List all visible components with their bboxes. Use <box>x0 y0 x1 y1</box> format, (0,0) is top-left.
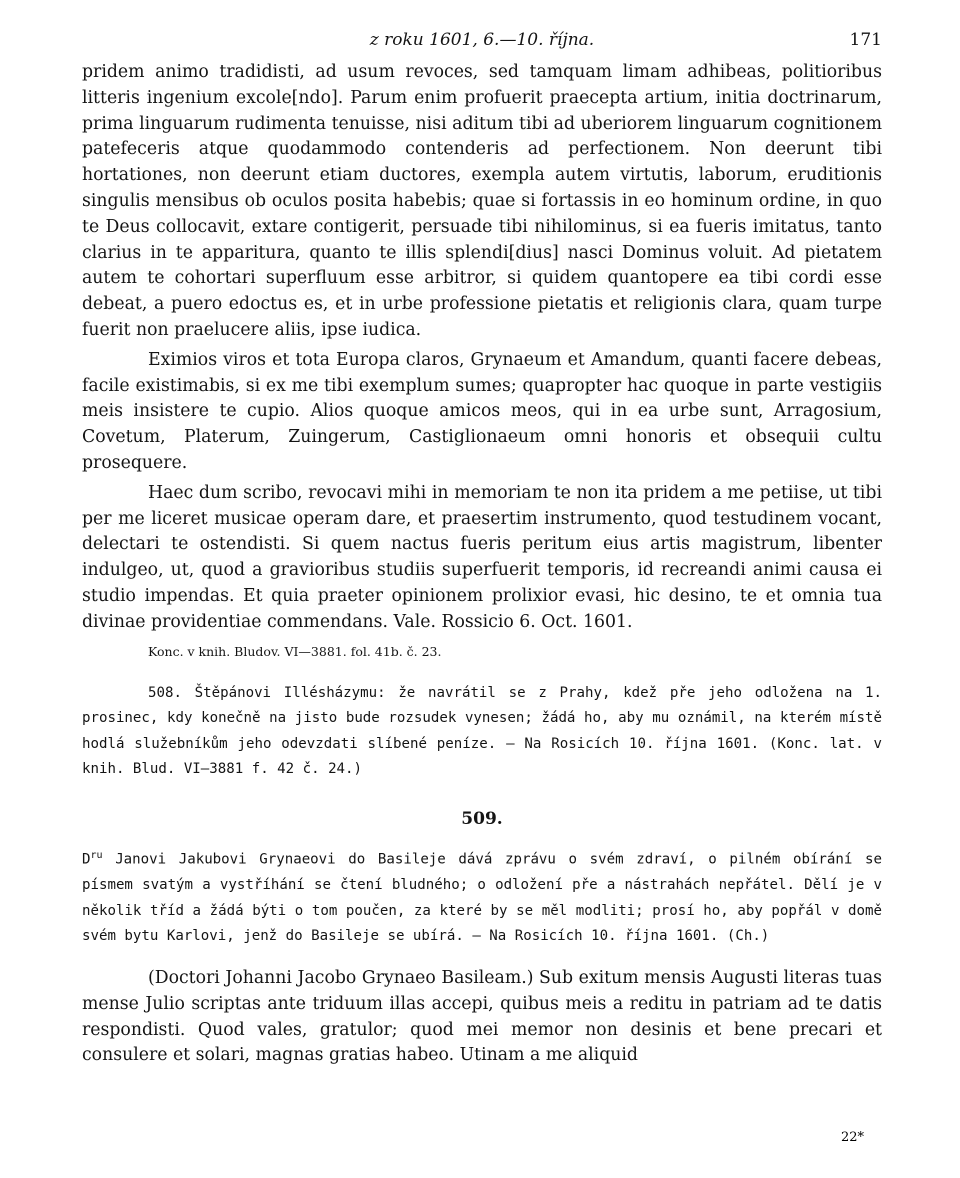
document-page <box>82 30 882 1069</box>
regest-superscript: ru <box>90 849 103 861</box>
running-title: z roku 1601, 6.—10. října. <box>369 30 595 50</box>
body-paragraph: pridem animo tradidisti, ad usum revoces, sed tamquam limam adhibeas, politioribus litteris ingenium excole[ndo]. Parum enim profuerit praecepta artium, initia doctrinarum, prima linguarum rudimenta tenuisse, nisi aditum tibi ad uberiorem linguarum cognitionem patefeceris atque quodammodo contenderis ad perfectionem. Non deerunt tibi hortationes, non deerunt etiam ductores, exempla autem virtutis, laborum, eruditionis singulis mensibus ob oculos posita habebis; quae si fortassis in eo hominum ordine, in quo te Deus collocavit, extare contigerit, persuade tibi nihilominus, si ea fueris imitatus, tanto clarius in te apparitura, quanto te illis splendi[dius] nasci Dominus voluit. Ad pietatem autem te cohortari superfluum esse arbitror, si quidem quantopere ea tibi cordi esse debeat, a puero edoctus es, et in urbe professione pietatis et religionis clara, quam turpe fuerit non praelucere aliis, ipse iudica. <box>82 62 882 340</box>
regest-text: Janovi Jakubovi Grynaeovi do Basileje dává zprávu o svém zdraví, o pilném obírání se písmem svatým a vystříhání se čtení bludného; o odložení pře a nástrahách nepřátel. Dělí je v několik tříd a žádá býti o tom poučen, za které by se měl modliti; prosí ho, aby popřál v domě svém bytu Karlovi, jenž do Basileje se ubírá. — Na Rosicích 10. října 1601. (Ch.) <box>82 851 882 945</box>
letter-body: (Doctori Johanni Jacobo Grynaeo Basileam.) Sub exitum mensis Augusti literas tuas mense Julio scriptas ante triduum illas accepi, quibus meis a reditu in patriam ad te datis respondisti. Quod vales, gratulor; quod mei memor non desinis et bene precari et consulere et solari, magnas gratias habeo. Utinam a me aliquid <box>82 967 882 1066</box>
letter-number: 509. <box>461 808 503 829</box>
page-number: 171 <box>849 30 882 50</box>
source-note: Konc. v knih. Bludov. VI—3881. fol. 41b. č. 23. <box>148 643 442 659</box>
signature-mark: 22* <box>840 1130 864 1145</box>
body-paragraph: Eximios viros et tota Europa claros, Grynaeum et Amandum, quanti facere debeas, facile existimabis, si ex me tibi exemplum sumes; quapropter hac quoque in parte vestigiis meis insistere te cupio. Alios quoque amicos meos, qui in ea urbe sunt, Arragosium, Covetum, Platerum, Zuingerum, Castiglionaeum omni honoris et obsequii cultu prosequere. <box>82 349 882 473</box>
regest-prefix: D <box>82 851 91 868</box>
regest-509 <box>82 843 882 950</box>
running-head <box>82 30 882 60</box>
body-paragraph: Haec dum scribo, revocavi mihi in memoriam te non ita pridem a me petiise, ut tibi per me liceret musicae operam dare, et praesertim instrumento, quod testudinem vocant, delectari te ostendisti. Si quem nactus fueris peritum eius artis magistrum, libenter indulgeo, ut, quod a gravioribus studiis superfuerit temporis, id recreandi animi causa ei studio impendas. Et quia praeter opinionem prolixior evasi, hic desino, te et omnia tua divinae providentiae commendans. Vale. Rossicio 6. Oct. 1601. <box>82 482 882 632</box>
regest-508: 508. Štěpánovi Illésházymu: že navrátil se z Prahy, kdež pře jeho odložena na 1. prosinec, kdy konečně na jisto bude rozsudek vynesen; žádá ho, aby mu oznámil, na kterém místě hodlá služebníkům jeho odevzdati slíbené peníze. — Na Rosicích 10. října 1601. (Konc. lat. v knih. Blud. VI—3881 f. 42 č. 24.) <box>82 684 882 778</box>
